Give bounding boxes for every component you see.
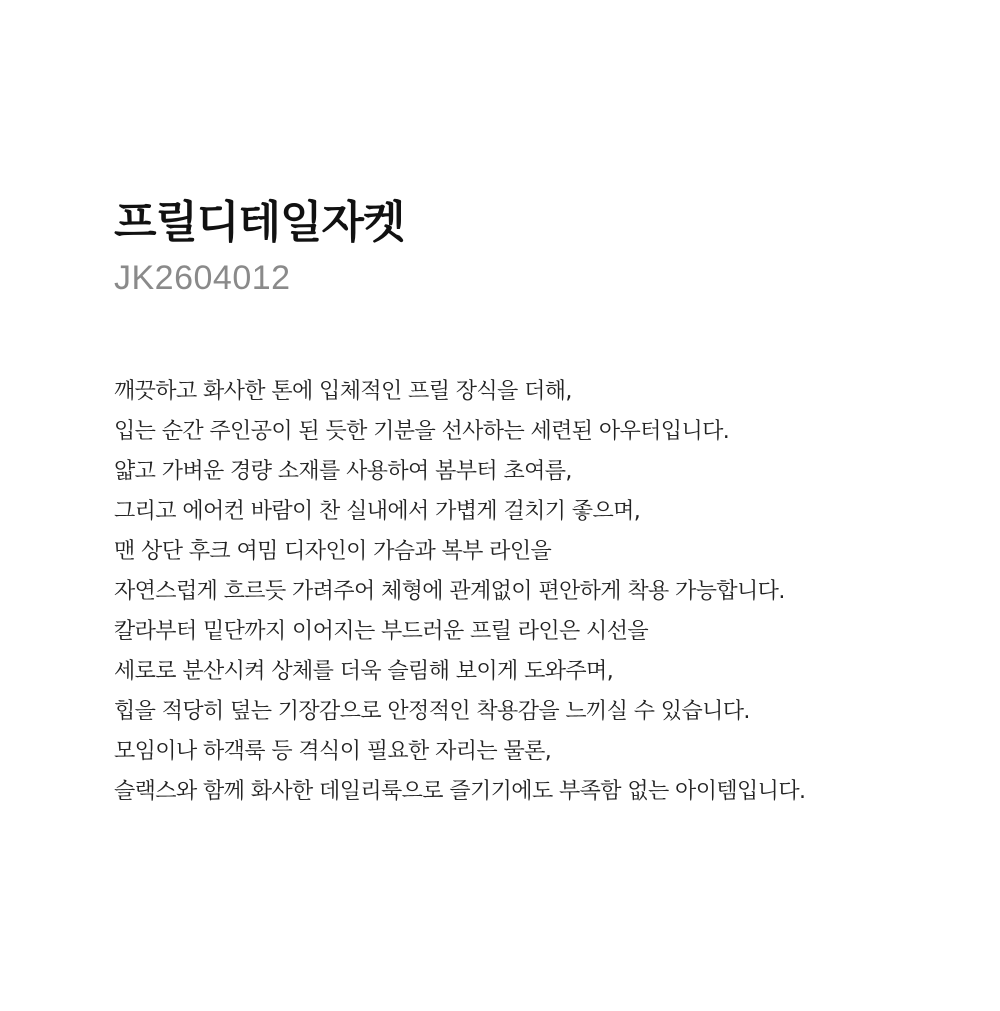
product-description (114, 372, 974, 812)
description-line: 자연스럽게 흐르듯 가려주어 체형에 관계없이 편안하게 착용 가능합니다. (114, 579, 785, 604)
description-line: 모임이나 하객룩 등 격식이 필요한 자리는 물론, (114, 739, 552, 764)
product-code: JK2604012 (114, 259, 291, 297)
description-line: 세로로 분산시켜 상체를 더욱 슬림해 보이게 도와주며, (114, 659, 614, 684)
description-line: 슬랙스와 함께 화사한 데일리룩으로 즐기기에도 부족함 없는 아이템입니다. (114, 779, 806, 804)
description-line: 얇고 가벼운 경량 소재를 사용하여 봄부터 초여름, (114, 459, 572, 484)
product-title: 프릴디테일자켓 (114, 197, 405, 248)
description-line: 칼라부터 밑단까지 이어지는 부드러운 프릴 라인은 시선을 (114, 619, 649, 644)
description-line: 맨 상단 후크 여밈 디자인이 가슴과 복부 라인을 (114, 539, 552, 564)
description-line: 깨끗하고 화사한 톤에 입체적인 프릴 장식을 더해, (114, 379, 572, 404)
description-line: 힙을 적당히 덮는 기장감으로 안정적인 착용감을 느끼실 수 있습니다. (114, 699, 750, 724)
product-header (114, 192, 974, 302)
description-line: 입는 순간 주인공이 된 듯한 기분을 선사하는 세련된 아우터입니다. (114, 419, 730, 444)
description-line: 그리고 에어컨 바람이 찬 실내에서 가볍게 걸치기 좋으며, (114, 499, 641, 524)
